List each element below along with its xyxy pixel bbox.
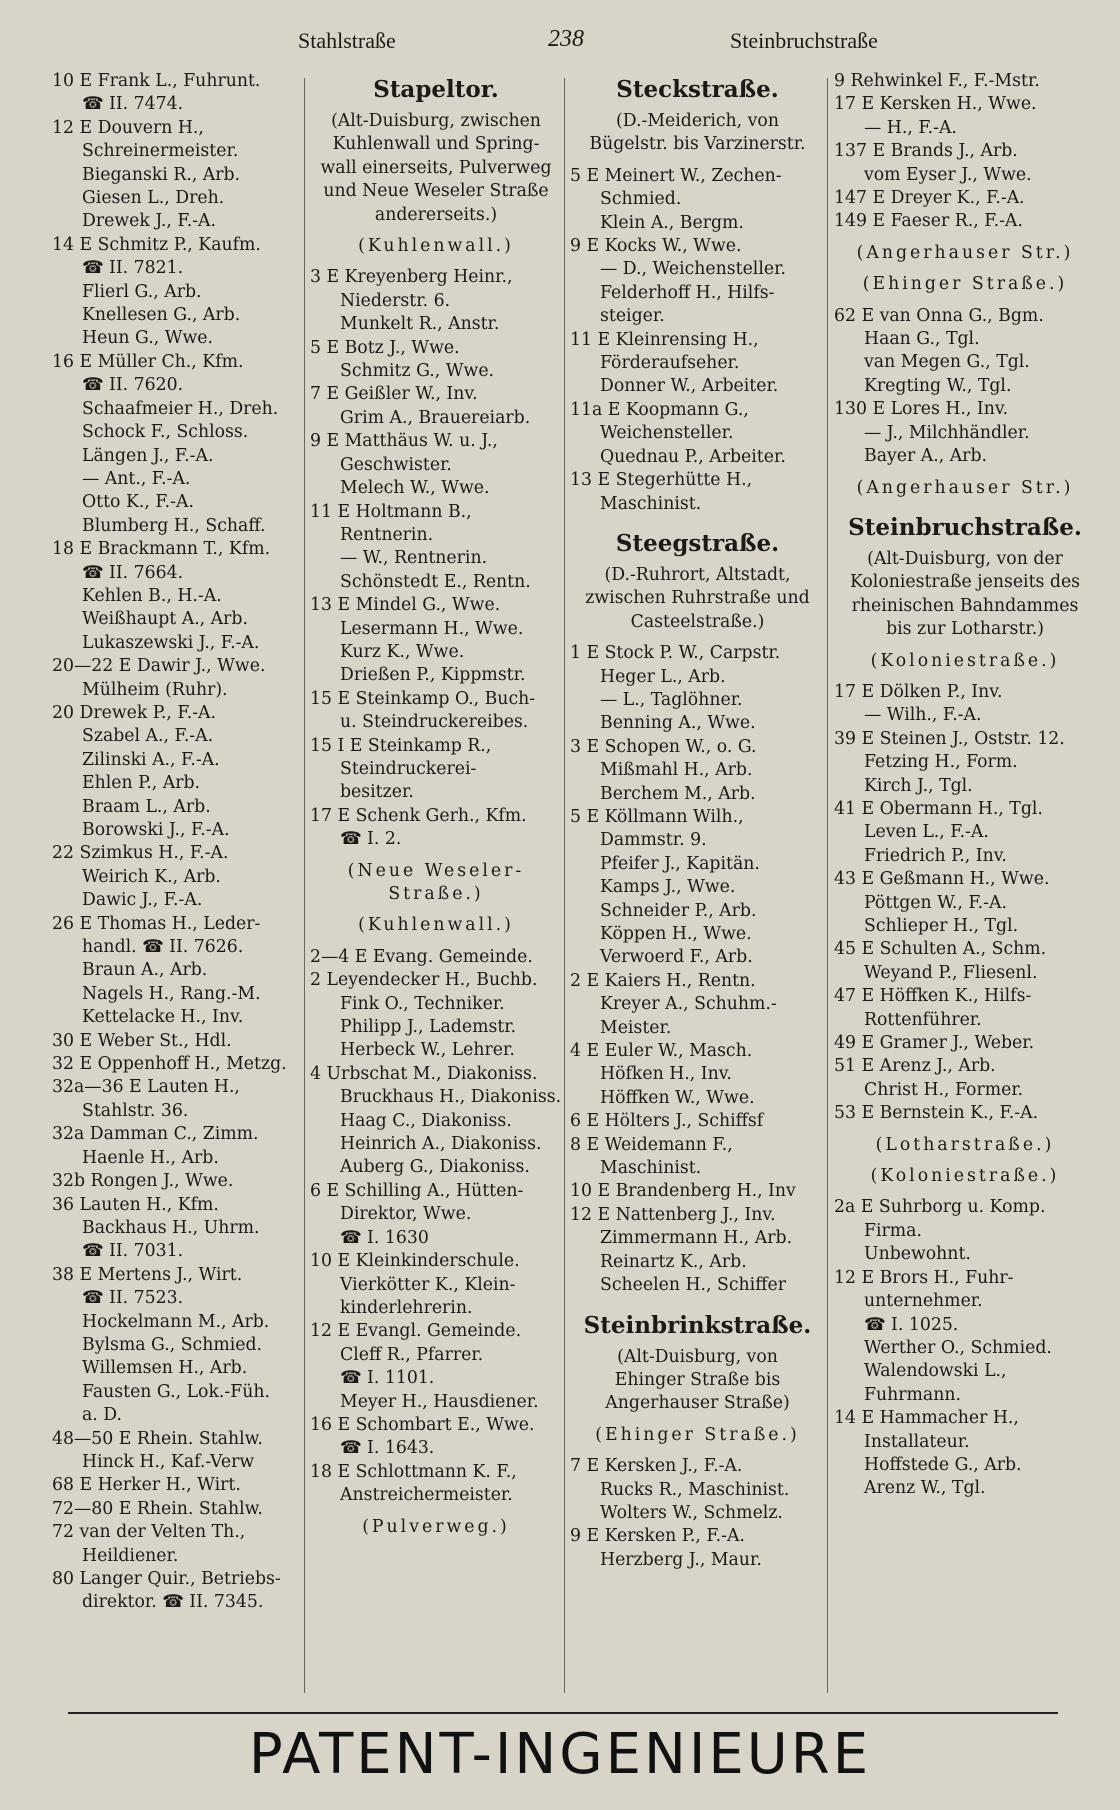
directory-entry: besitzer.	[340, 782, 414, 803]
header-right-street: Steinbruchstraße	[730, 28, 878, 53]
directory-entry: 1 E Stock P. W., Carpstr.	[570, 643, 781, 664]
directory-column-1	[52, 70, 304, 1702]
directory-entry: 2—4 E Evang. Gemeinde.	[310, 946, 533, 967]
directory-entry: Fetzing H., Form.	[864, 752, 1018, 773]
street-note: Kuhlenwall und Spring-	[332, 134, 540, 155]
directory-entry: 10 E Frank L., Fuhrunt.	[52, 71, 261, 91]
directory-entry: Melech W., Wwe.	[340, 478, 490, 499]
directory-entry: 22 Szimkus H., F.-A.	[52, 843, 229, 864]
directory-entry: — H., F.-A.	[864, 117, 957, 138]
directory-entry: Friedrich P., Inv.	[864, 845, 1007, 866]
directory-entry: 2 E Kaiers H., Rentn.	[570, 970, 756, 991]
footer-rule	[68, 1712, 1058, 1714]
directory-entry: Installateur.	[864, 1431, 970, 1452]
directory-entry: 6 E Schilling A., Hütten-	[310, 1180, 524, 1201]
street-note: (Angerhauser Str.)	[856, 477, 1074, 498]
street-heading: Steinbruchstraße.	[848, 513, 1082, 541]
directory-entry: 12 E Evangl. Gemeinde.	[310, 1321, 522, 1342]
street-note: (Ehinger Straße.)	[595, 1424, 800, 1445]
directory-entry: Kamps J., Wwe.	[600, 877, 736, 898]
directory-entry: 47 E Höffken K., Hilfs-	[834, 986, 1032, 1007]
directory-entry: Nagels H., Rang.-M.	[82, 983, 261, 1004]
directory-entry: 32a—36 E Lauten H.,	[52, 1077, 240, 1098]
directory-entry: Rentnerin.	[340, 524, 434, 545]
directory-entry: 30 E Weber St., Hdl.	[52, 1030, 232, 1051]
directory-entry: Kehlen B., H.-A.	[82, 585, 222, 606]
directory-entry: 4 Urbschat M., Diakoniss.	[310, 1063, 538, 1084]
spacer	[834, 234, 1096, 242]
directory-entry: 8 E Weidemann F.,	[570, 1134, 733, 1155]
directory-entry: Fausten G., Lok.-Füh.	[82, 1381, 271, 1402]
spacer	[570, 1298, 825, 1306]
directory-entry: Lukaszewski J., F.-A.	[82, 632, 260, 653]
directory-entry: 2 Leyendecker H., Buchb.	[310, 970, 538, 991]
directory-entry: ☎ I. 1025.	[864, 1314, 959, 1335]
directory-entry: Schaafmeier H., Dreh.	[82, 398, 279, 419]
page-header	[0, 22, 1120, 62]
directory-entry: van Megen G., Tgl.	[864, 352, 1030, 373]
spacer	[570, 1447, 825, 1455]
directory-entry: 9 E Kocks W., Wwe.	[570, 236, 742, 257]
street-note: (Angerhauser Str.)	[856, 242, 1074, 263]
directory-entry: 147 E Dreyer K., F.-A.	[834, 188, 1025, 209]
street-note: (Koloniestraße.)	[870, 650, 1060, 671]
directory-entry: Haag C., Diakoniss.	[340, 1110, 512, 1131]
directory-entry: Längen J., F.-A.	[82, 445, 214, 466]
directory-entry: — D., Weichensteller.	[600, 259, 786, 280]
directory-entry: Kirch J., Tgl.	[864, 775, 973, 796]
directory-entry: 13 E Mindel G., Wwe.	[310, 595, 501, 616]
street-note: (Neue Weseler-	[347, 860, 525, 881]
spacer	[834, 1157, 1096, 1165]
directory-entry: Otto K., F.-A.	[82, 492, 194, 513]
directory-entry: Schreinermeister.	[82, 141, 239, 162]
directory-entry: 7 E Geißler W., Inv.	[310, 384, 478, 405]
spacer	[570, 634, 825, 642]
directory-entry: Meyer H., Hausdiener.	[340, 1391, 539, 1412]
directory-entry: 3 E Schopen W., o. G.	[570, 736, 757, 757]
street-note: rheinischen Bahndammes	[851, 595, 1079, 616]
directory-entry: 14 E Hammacher H.,	[834, 1408, 1019, 1429]
directory-entry: — W., Rentnerin.	[340, 548, 488, 569]
directory-entry: 16 E Schombart E., Wwe.	[310, 1414, 535, 1435]
spacer	[834, 673, 1096, 681]
directory-entry: Mülheim (Ruhr).	[82, 679, 228, 700]
directory-entry: Ehlen P., Arb.	[82, 773, 201, 794]
directory-entry: Zilinski A., F.-A.	[82, 749, 220, 770]
directory-entry: 10 E Kleinkinderschule.	[310, 1251, 520, 1272]
directory-entry: Drießen P., Kippmstr.	[340, 665, 526, 686]
directory-entry: ☎ I. 1630	[340, 1227, 429, 1248]
street-note: (D.-Ruhrort, Altstadt,	[604, 564, 791, 585]
spacer	[310, 852, 562, 860]
directory-entry: Fink O., Techniker.	[340, 993, 505, 1014]
directory-entry: Zimmermann H., Arb.	[600, 1228, 793, 1249]
directory-entry: Meister.	[600, 1017, 672, 1038]
street-note: Koloniestraße jenseits des	[849, 572, 1081, 593]
directory-entry: 137 E Brands J., Arb.	[834, 141, 1018, 162]
directory-entry: 16 E Müller Ch., Kfm.	[52, 351, 244, 372]
directory-entry: Szabel A., F.-A.	[82, 726, 214, 747]
directory-entry: Direktor, Wwe.	[340, 1204, 472, 1225]
directory-entry: 12 E Brors H., Fuhr-	[834, 1267, 1014, 1288]
directory-entry: 20 Drewek P., F.-A.	[52, 702, 217, 723]
directory-entry: Hinck H., Kaf.-Verw	[82, 1451, 255, 1472]
directory-entry: Bylsma G., Schmied.	[82, 1334, 263, 1355]
directory-entry: 5 E Botz J., Wwe.	[310, 337, 460, 358]
directory-entry: Verwoerd F., Arb.	[600, 947, 753, 968]
directory-entry: 6 E Hölters J., Schiffsf	[570, 1111, 764, 1132]
directory-entry: Dawic J., F.-A.	[82, 890, 203, 911]
directory-entry: Philipp J., Lademstr.	[340, 1017, 517, 1038]
directory-entry: 32a Damman C., Zimm.	[52, 1124, 259, 1145]
directory-entry: 3 E Kreyenberg Heinr.,	[310, 267, 513, 288]
directory-entry: direktor. ☎ II. 7345.	[82, 1592, 264, 1613]
street-note: und Neue Weseler Straße	[323, 181, 549, 202]
spacer	[570, 1416, 825, 1424]
directory-entry: Walendowski L.,	[864, 1361, 1007, 1382]
directory-entry: 9 E Kersken P., F.-A.	[570, 1526, 745, 1547]
directory-entry: Unbewohnt.	[864, 1244, 971, 1265]
directory-entry: 45 E Schulten A., Schm.	[834, 939, 1047, 960]
street-note: (Alt-Duisburg, von der	[867, 548, 1063, 569]
street-note: (Ehinger Straße.)	[862, 274, 1068, 295]
directory-entry: Dammstr. 9.	[600, 830, 707, 851]
directory-entry: Niederstr. 6.	[340, 290, 451, 311]
directory-entry: 11a E Koopmann G.,	[570, 399, 749, 420]
directory-entry: 4 E Euler W., Masch.	[570, 1041, 753, 1062]
street-note: andererseits.)	[374, 204, 498, 225]
directory-entry: Schneider P., Arb.	[600, 900, 757, 921]
directory-entry: Pöttgen W., F.-A.	[864, 892, 1007, 913]
directory-entry: Backhaus H., Uhrm.	[82, 1217, 260, 1238]
directory-entry: Schmied.	[600, 189, 682, 210]
directory-entry: vom Eyser J., Wwe.	[864, 164, 1032, 185]
spacer	[834, 265, 1096, 273]
directory-entry: Höffken W., Wwe.	[600, 1087, 755, 1108]
directory-entry: Kregting W., Tgl.	[864, 375, 1012, 396]
directory-entry: 9 E Matthäus W. u. J.,	[310, 431, 498, 452]
directory-entry: Steindruckerei-	[340, 758, 477, 779]
directory-entry: Köppen H., Wwe.	[600, 924, 752, 944]
spacer	[310, 906, 562, 914]
directory-entry: Förderaufseher.	[600, 353, 740, 374]
directory-entry: Anstreichermeister.	[340, 1485, 513, 1506]
directory-entry: Heildiener.	[82, 1545, 179, 1566]
directory-entry: Maschinist.	[600, 493, 702, 514]
directory-entry: Lesermann H., Wwe.	[340, 618, 524, 639]
street-note: Casteelstraße.)	[630, 611, 765, 632]
spacer	[834, 469, 1096, 477]
spacer	[310, 1508, 562, 1516]
street-note: (Kuhlenwall.)	[358, 915, 514, 936]
spacer	[570, 516, 825, 524]
directory-entry: Haan G., Tgl.	[864, 329, 980, 350]
directory-entry: ☎ II. 7031.	[82, 1241, 184, 1262]
directory-entry: Werther O., Schmied.	[864, 1337, 1052, 1358]
spacer	[834, 500, 1096, 508]
directory-entry: 17 E Kersken H., Wwe.	[834, 94, 1037, 115]
directory-entry: Fuhrmann.	[864, 1384, 961, 1405]
directory-entry: Kettelacke H., Inv.	[82, 1007, 244, 1028]
directory-entry: 130 E Lores H., Inv.	[834, 399, 1009, 420]
page-number: 238	[548, 26, 584, 52]
street-note: (Alt-Duisburg, von	[617, 1346, 778, 1367]
directory-entry: Arenz W., Tgl.	[864, 1478, 986, 1499]
directory-entry: 14 E Schmitz P., Kaufm.	[52, 234, 261, 255]
directory-entry: Auberg G., Diakoniss.	[340, 1157, 530, 1178]
directory-entry: Donner W., Arbeiter.	[600, 376, 779, 397]
directory-entry: Rottenführer.	[864, 1009, 982, 1030]
directory-entry: Schlieper H., Tgl.	[864, 916, 1019, 936]
directory-entry: Haenle H., Arb.	[82, 1147, 219, 1168]
directory-entry: 5 E Meinert W., Zechen-	[570, 165, 782, 186]
directory-entry: 149 E Faeser R., F.-A.	[834, 211, 1023, 232]
directory-entry: 43 E Geßmann H., Wwe.	[834, 869, 1050, 890]
directory-entry: 62 E van Onna G., Bgm.	[834, 305, 1044, 326]
street-note: (Lotharstraße.)	[875, 1134, 1055, 1155]
street-note: zwischen Ruhrstraße und	[585, 588, 810, 609]
directory-entry: Heger L., Arb.	[600, 666, 726, 687]
street-note: (D.-Meiderich, von	[616, 111, 779, 131]
directory-entry: 18 E Brackmann T., Kfm.	[52, 539, 271, 560]
street-heading: Steckstraße.	[616, 76, 779, 103]
directory-entry: a. D.	[82, 1405, 123, 1426]
directory-entry: ☎ I. 1643.	[340, 1438, 435, 1459]
directory-entry: 7 E Kersken J., F.-A.	[570, 1456, 743, 1477]
directory-entry: Flierl G., Arb.	[82, 281, 202, 302]
directory-entry: 48—50 E Rhein. Stahlw.	[52, 1428, 263, 1449]
directory-entry: Bruckhaus H., Diakoniss.	[340, 1087, 562, 1108]
directory-entry: kinderlehrerin.	[340, 1297, 473, 1318]
street-heading: Steinbrinkstraße.	[583, 1311, 812, 1339]
advertisement-banner: PATENT-INGENIEURE	[248, 1722, 872, 1787]
directory-entry: Blumberg H., Schaff.	[82, 515, 266, 536]
directory-entry: Pfeifer J., Kapitän.	[600, 853, 760, 874]
directory-entry: Weichensteller.	[600, 423, 734, 444]
directory-entry: 12 E Douvern H.,	[52, 117, 204, 138]
directory-entry: 72—80 E Rhein. Stahlw.	[52, 1498, 263, 1519]
directory-entry: Schock F., Schloss.	[82, 422, 249, 443]
directory-entry: Berchem M., Arb.	[600, 783, 756, 804]
directory-entry: 18 E Schlottmann K. F.,	[310, 1461, 517, 1482]
directory-entry: 53 E Bernstein K., F.-A.	[834, 1103, 1039, 1124]
directory-entry: Hoffstede G., Arb.	[864, 1454, 1022, 1475]
directory-entry: 15 E Steinkamp O., Buch-	[310, 688, 536, 709]
directory-entry: Kreyer A., Schuhm.-	[600, 994, 777, 1015]
directory-entry: 12 E Nattenberg J., Inv.	[570, 1204, 776, 1225]
spacer	[310, 938, 562, 946]
directory-entry: 51 E Arenz J., Arb.	[834, 1056, 996, 1077]
directory-entry: 32b Rongen J., Wwe.	[52, 1171, 234, 1192]
directory-entry: Leven L., F.-A.	[864, 822, 989, 843]
directory-entry: 5 E Köllmann Wilh.,	[570, 806, 744, 827]
directory-entry: Höfken H., Inv.	[600, 1064, 732, 1085]
directory-entry: Stahlstr. 36.	[82, 1100, 189, 1121]
directory-entry: Kurz K., Wwe.	[340, 641, 465, 662]
directory-entry: 36 Lauten H., Kfm.	[52, 1194, 219, 1215]
directory-entry: 17 E Schenk Gerh., Kfm.	[310, 805, 527, 826]
directory-entry: Quednau P., Arbeiter.	[600, 446, 786, 467]
directory-entry: 72 van der Velten Th.,	[52, 1522, 246, 1543]
directory-entry: Vierkötter K., Klein-	[340, 1274, 516, 1295]
directory-entry: 15 I E Steinkamp R.,	[310, 735, 492, 756]
directory-entry: 11 E Holtmann B.,	[310, 501, 472, 522]
directory-entry: Weyand P., Fliesenl.	[864, 962, 1038, 983]
directory-entry: 80 Langer Quir., Betriebs-	[52, 1569, 281, 1589]
street-note: Ehinger Straße bis	[614, 1369, 781, 1390]
directory-entry: 41 E Obermann H., Tgl.	[834, 798, 1043, 819]
street-heading: Steegstraße.	[615, 529, 780, 557]
street-note: wall einerseits, Pulverweg	[320, 157, 552, 178]
directory-entry: Grim A., Brauereiarb.	[340, 407, 531, 428]
spacer	[834, 1188, 1096, 1196]
directory-entry: 20—22 E Dawir J., Wwe.	[52, 656, 266, 677]
directory-entry: Braam L., Arb.	[82, 796, 211, 817]
directory-column-2	[310, 70, 562, 1702]
directory-entry: Scheelen H., Schiffer	[600, 1275, 786, 1296]
directory-entry: 17 E Dölken P., Inv.	[834, 681, 1003, 702]
directory-entry: 68 E Herker H., Wirt.	[52, 1475, 241, 1496]
directory-entry: ☎ II. 7664.	[82, 562, 184, 583]
directory-entry: Christ H., Former.	[864, 1079, 1024, 1100]
street-note: (Kuhlenwall.)	[358, 236, 514, 257]
directory-entry: handl. ☎ II. 7626.	[82, 937, 244, 958]
spacer	[310, 227, 562, 235]
directory-entry: Drewek J., F.-A.	[82, 211, 216, 232]
directory-entry: 38 E Mertens J., Wirt.	[52, 1264, 243, 1285]
column-divider	[564, 78, 565, 1693]
street-heading: Stapeltor.	[373, 76, 499, 103]
street-note: bis zur Lotharstr.)	[886, 619, 1044, 640]
directory-entry: ☎ II. 7620.	[82, 375, 184, 396]
directory-entry: Munkelt R., Anstr.	[340, 314, 500, 335]
spacer	[570, 157, 825, 165]
directory-entry: Benning A., Wwe.	[600, 713, 756, 734]
spacer	[834, 642, 1096, 650]
street-note: (Alt-Duisburg, zwischen	[331, 111, 541, 131]
directory-entry: Reinartz K., Arb.	[600, 1251, 747, 1272]
directory-entry: Herbeck W., Lehrer.	[340, 1040, 515, 1061]
directory-entry: Maschinist.	[600, 1158, 702, 1179]
directory-entry: ☎ II. 7474.	[82, 94, 184, 115]
directory-entry: Felderhoff H., Hilfs-	[600, 282, 775, 303]
street-note: (Koloniestraße.)	[870, 1166, 1060, 1187]
directory-entry: Hockelmann M., Arb.	[82, 1311, 270, 1332]
directory-entry: Knellesen G., Arb.	[82, 305, 241, 326]
spacer	[310, 258, 562, 266]
directory-entry: ☎ I. 2.	[340, 829, 402, 850]
directory-entry: ☎ I. 1101.	[340, 1368, 435, 1389]
directory-entry: 26 E Thomas H., Leder-	[52, 913, 261, 934]
directory-entry: 9 Rehwinkel F., F.-Mstr.	[834, 71, 1040, 91]
street-note: Straße.)	[388, 884, 484, 904]
directory-entry: Heinrich A., Diakoniss.	[340, 1134, 542, 1155]
directory-entry: Giesen L., Dreh.	[82, 188, 225, 209]
directory-entry: u. Steindruckereibes.	[340, 712, 529, 733]
street-note: Angerhauser Straße)	[605, 1393, 790, 1414]
column-divider	[304, 78, 305, 1693]
directory-column-4	[834, 70, 1096, 1702]
directory-entry: Braun A., Arb.	[82, 960, 208, 981]
directory-entry: Schmitz G., Wwe.	[340, 361, 495, 382]
directory-entry: Bayer A., Arb.	[864, 446, 988, 467]
street-note: Bügelstr. bis Varzinerstr.	[589, 134, 806, 155]
directory-entry: 49 E Gramer J., Weber.	[834, 1033, 1035, 1054]
directory-entry: 13 E Stegerhütte H.,	[570, 470, 753, 491]
directory-entry: — Ant., F.-A.	[82, 468, 191, 489]
directory-entry: ☎ II. 7821.	[82, 258, 184, 279]
directory-entry: 10 E Brandenberg H., Inv	[570, 1181, 796, 1202]
directory-entry: ☎ II. 7523.	[82, 1288, 184, 1309]
directory-column-3	[570, 70, 825, 1702]
spacer	[834, 297, 1096, 305]
directory-entry: Herzberg J., Maur.	[600, 1549, 762, 1570]
directory-entry: Weißhaupt A., Arb.	[82, 609, 248, 630]
directory-entry: Geschwister.	[340, 454, 452, 475]
directory-entry: — J., Milchhändler.	[864, 422, 1030, 443]
directory-entry: Rucks R., Maschinist.	[600, 1479, 790, 1500]
street-note: (Pulverweg.)	[362, 1516, 510, 1537]
directory-entry: 32 E Oppenhoff H., Metzg.	[52, 1054, 287, 1075]
directory-entry: Willemsen H., Arb.	[82, 1358, 248, 1379]
directory-entry: Klein A., Bergm.	[600, 212, 744, 233]
directory-entry: unternehmer.	[864, 1291, 983, 1312]
directory-entry: 39 E Steinen J., Oststr. 12.	[834, 728, 1065, 749]
directory-entry: Weirich K., Arb.	[82, 866, 221, 887]
column-divider	[827, 78, 828, 1693]
directory-entry: — L., Taglöhner.	[600, 689, 743, 710]
directory-entry: — Wilh., F.-A.	[864, 705, 982, 726]
directory-entry: steiger.	[600, 306, 665, 327]
directory-entry: 2a E Suhrborg u. Komp.	[834, 1197, 1046, 1218]
directory-entry: Bieganski R., Arb.	[82, 164, 241, 185]
spacer	[834, 1126, 1096, 1134]
directory-entry: Borowski J., F.-A.	[82, 820, 230, 840]
directory-entry: Firma.	[864, 1220, 922, 1241]
header-left-street: Stahlstraße	[298, 28, 396, 53]
directory-entry: Mißmahl H., Arb.	[600, 760, 753, 781]
directory-entry: 11 E Kleinrensing H.,	[570, 329, 759, 350]
directory-entry: Schönstedt E., Rentn.	[340, 571, 531, 592]
directory-entry: Cleff R., Pfarrer.	[340, 1344, 484, 1365]
directory-entry: Heun G., Wwe.	[82, 328, 213, 349]
directory-entry: Wolters W., Schmelz.	[600, 1502, 783, 1523]
